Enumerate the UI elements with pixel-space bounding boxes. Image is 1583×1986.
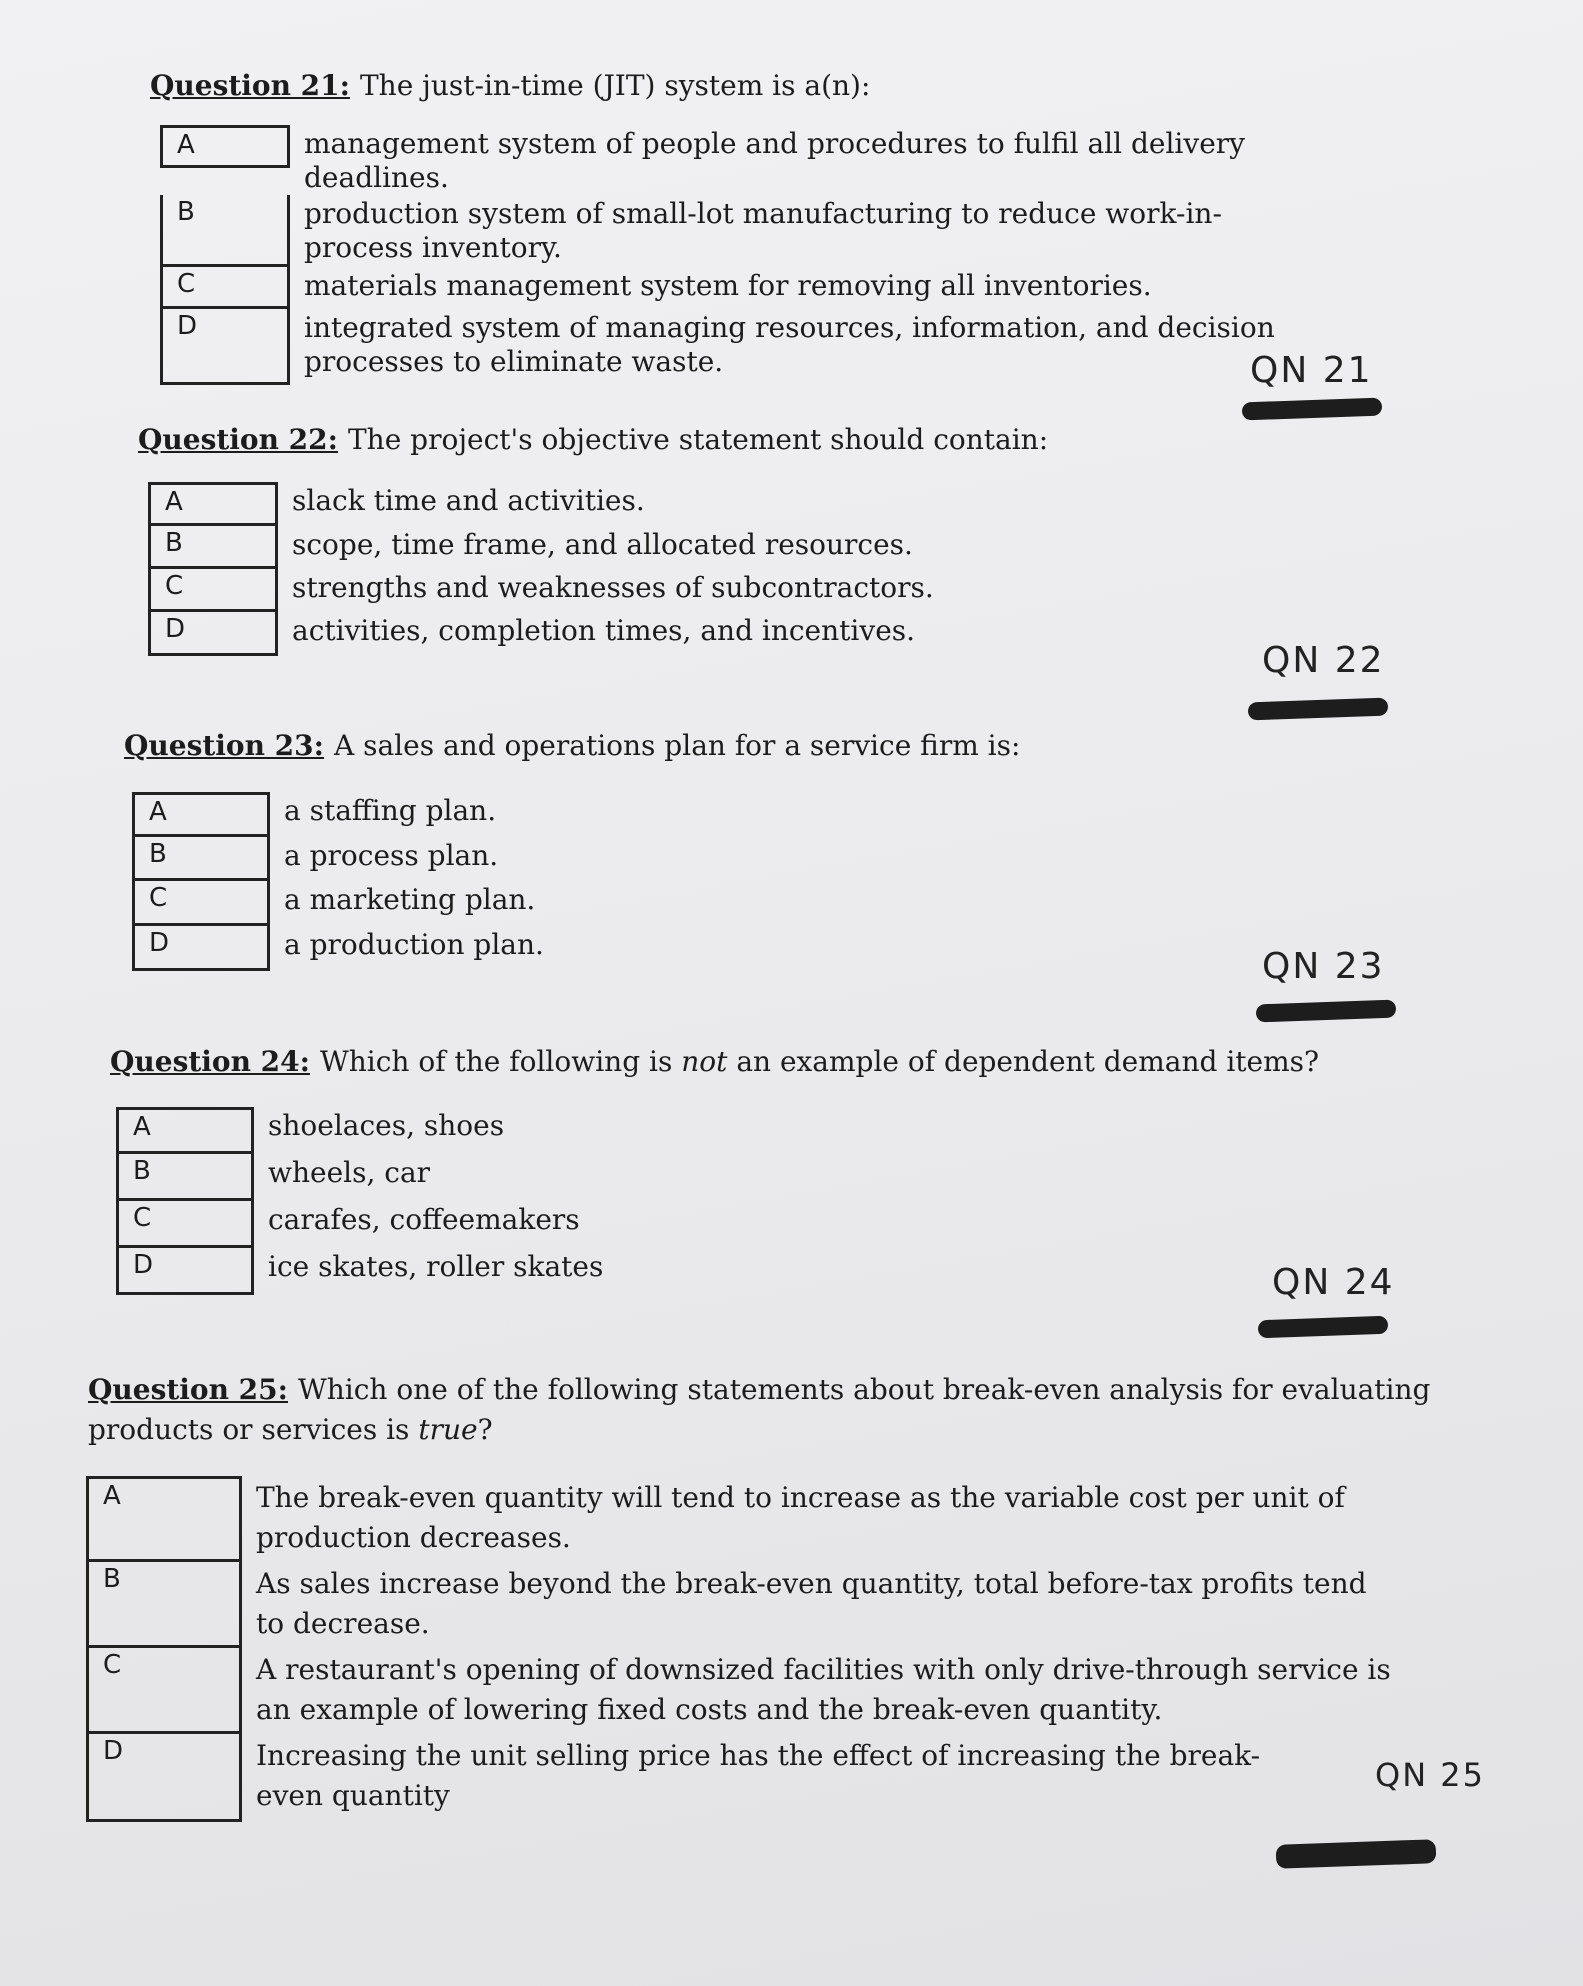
option-text: The break-even quantity will tend to increase as the variable cost per unit of production decreases. <box>256 1481 1345 1554</box>
option-b[interactable] <box>116 1154 916 1201</box>
option-letter: A <box>160 125 290 168</box>
option-d[interactable] <box>132 926 832 971</box>
option-text: a production plan. <box>284 928 544 961</box>
option-text: wheels, car <box>268 1156 431 1189</box>
option-letter: A <box>132 792 270 837</box>
option-a[interactable] <box>148 482 1048 526</box>
option-a[interactable] <box>160 125 1390 195</box>
option-b[interactable] <box>86 1562 1416 1648</box>
scribble-mark <box>1256 1000 1397 1023</box>
handwritten-mark-25: QN 25 <box>1375 1756 1486 1794</box>
option-a[interactable] <box>116 1107 916 1154</box>
option-text: carafes, coffeemakers <box>268 1203 580 1236</box>
question-25-title <box>88 1370 1448 1450</box>
option-letter: D <box>116 1248 254 1295</box>
question-21-title <box>150 68 870 104</box>
question-25-options <box>86 1476 1416 1822</box>
option-letter: D <box>132 926 270 971</box>
option-text: a staffing plan. <box>284 794 497 827</box>
option-c[interactable] <box>148 569 1048 612</box>
question-text-before: Which one of the following statements about break-even analysis for evaluating products or services is <box>88 1373 1431 1446</box>
option-letter: A <box>148 482 278 526</box>
option-b[interactable] <box>132 837 832 881</box>
option-text: a process plan. <box>284 839 499 872</box>
question-22-title <box>138 422 1048 458</box>
option-text: Increasing the unit selling price has the effect of increasing the break-even quantity <box>256 1739 1261 1812</box>
option-c[interactable] <box>86 1648 1416 1734</box>
option-text: shoelaces, shoes <box>268 1109 505 1142</box>
option-letter: C <box>148 569 278 612</box>
question-emphasis: true <box>418 1413 478 1446</box>
option-letter: B <box>86 1562 242 1648</box>
question-text-before: Which of the following is <box>319 1045 673 1078</box>
option-letter: B <box>116 1154 254 1201</box>
option-letter: C <box>86 1648 242 1734</box>
question-text: The just-in-time (JIT) system is a(n): <box>359 69 871 102</box>
option-letter: B <box>132 837 270 881</box>
option-letter: B <box>160 195 290 267</box>
option-text: integrated system of managing resources, information, and decision processes to eliminate waste. <box>304 311 1275 378</box>
option-text: a marketing plan. <box>284 883 536 916</box>
question-25 <box>88 1370 1448 1450</box>
question-text: The project's objective statement should contain: <box>347 423 1049 456</box>
question-text-after: an example of dependent demand items? <box>736 1045 1320 1078</box>
option-text: materials management system for removing all inventories. <box>304 269 1152 302</box>
question-22 <box>138 422 1048 458</box>
option-letter: B <box>148 526 278 569</box>
question-22-options <box>148 482 1048 656</box>
option-letter: C <box>116 1201 254 1248</box>
question-text-after: ? <box>477 1413 493 1446</box>
option-text: strengths and weaknesses of subcontractors. <box>292 571 934 604</box>
option-letter: A <box>116 1107 254 1154</box>
option-a[interactable] <box>132 792 832 837</box>
option-c[interactable] <box>132 881 832 926</box>
question-label: Question 25: <box>88 1373 288 1406</box>
option-text: A restaurant's opening of downsized facilities with only drive-through service is an example of lowering fixed costs and the break-even quantity. <box>256 1653 1391 1726</box>
question-23-title <box>124 728 1020 764</box>
option-text: slack time and activities. <box>292 484 645 517</box>
handwritten-mark-22: QN 22 <box>1262 640 1385 681</box>
scribble-mark <box>1258 1316 1389 1339</box>
option-b[interactable] <box>160 195 1390 267</box>
option-a[interactable] <box>86 1476 1416 1562</box>
handwritten-mark-23: QN 23 <box>1262 946 1385 987</box>
option-c[interactable] <box>160 267 1390 309</box>
handwritten-mark-21: QN 21 <box>1250 350 1373 391</box>
question-23 <box>124 728 1020 764</box>
question-label: Question 24: <box>110 1045 310 1078</box>
handwritten-mark-24: QN 24 <box>1272 1262 1395 1303</box>
question-text: A sales and operations plan for a service firm is: <box>333 729 1021 762</box>
option-text: management system of people and procedures to fulfil all delivery deadlines. <box>304 127 1245 194</box>
scribble-mark <box>1248 698 1389 721</box>
option-d[interactable] <box>160 309 1390 385</box>
question-label: Question 22: <box>138 423 338 456</box>
option-letter: D <box>160 309 290 385</box>
question-label: Question 21: <box>150 69 350 102</box>
option-d[interactable] <box>86 1734 1416 1822</box>
option-text: production system of small-lot manufacturing to reduce work-in-process inventory. <box>304 197 1222 264</box>
option-b[interactable] <box>148 526 1048 569</box>
question-23-options <box>132 792 832 971</box>
option-text: As sales increase beyond the break-even quantity, total before-tax profits tend to decrease. <box>256 1567 1367 1640</box>
question-24-options <box>116 1107 916 1295</box>
option-letter: D <box>148 612 278 656</box>
scribble-mark <box>1276 1839 1437 1869</box>
option-letter: C <box>160 267 290 309</box>
option-text: ice skates, roller skates <box>268 1250 604 1283</box>
option-c[interactable] <box>116 1201 916 1248</box>
question-21-options <box>160 125 1390 385</box>
option-text: activities, completion times, and incentives. <box>292 614 916 647</box>
option-letter: D <box>86 1734 242 1822</box>
option-letter: A <box>86 1476 242 1562</box>
question-21 <box>150 68 870 104</box>
question-label: Question 23: <box>124 729 324 762</box>
option-d[interactable] <box>116 1248 916 1295</box>
question-24 <box>110 1044 1319 1080</box>
question-24-title <box>110 1044 1319 1080</box>
option-d[interactable] <box>148 612 1048 656</box>
option-text: scope, time frame, and allocated resources. <box>292 528 913 561</box>
question-emphasis: not <box>681 1045 728 1078</box>
scribble-mark <box>1242 398 1383 421</box>
option-letter: C <box>132 881 270 926</box>
